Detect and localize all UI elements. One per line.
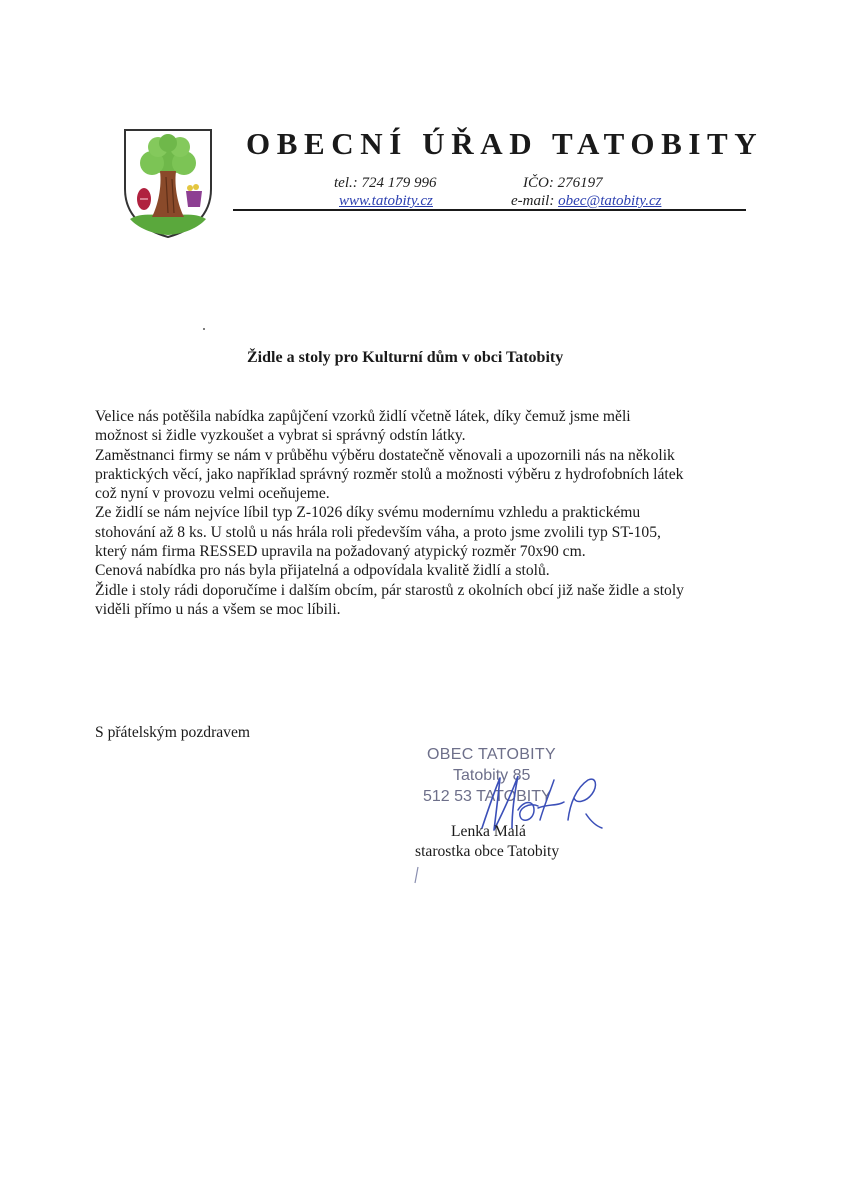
- body-line: praktických věcí, jako například správný rozměr stolů a možnosti výběru z hydrofobních látek: [95, 465, 684, 483]
- closing-greeting: S přátelským pozdravem: [95, 724, 251, 741]
- body-line: stohování až 8 ks. U stolů u nás hrála roli především váha, a proto jsme zvolili typ ST-105,: [95, 523, 661, 541]
- municipal-coat-of-arms: [122, 127, 214, 239]
- phone-number: tel.: 724 179 996: [334, 175, 437, 191]
- body-line: Židle i stoly rádi doporučíme i dalším obcím, pár starostů z okolních obcí již naše židle a stoly: [95, 581, 684, 599]
- signer-role: starostka obce Tatobity: [415, 843, 560, 860]
- body-line: Zaměstnanci firmy se nám v průběhu výběru dostatečně věnovali a upozornili nás na několik: [95, 446, 675, 464]
- body-line: což nyní v provozu velmi oceňujeme.: [95, 485, 330, 503]
- email-link[interactable]: obec@tatobity.cz: [558, 193, 662, 209]
- letter-body: [95, 407, 775, 619]
- website-link[interactable]: www.tatobity.cz: [339, 193, 433, 209]
- body-line: který nám firma RESSED upravila na požadovaný atypický rozměr 70x90 cm.: [95, 543, 586, 561]
- company-id: IČO: 276197: [523, 175, 603, 191]
- body-line: Ze židlí se nám nejvíce líbil typ Z-1026 díky svému modernímu vzhledu a praktickému: [95, 504, 641, 522]
- stamp-line-2: Tatobity 85: [453, 767, 531, 784]
- ink-mark: [413, 866, 421, 884]
- body-line: Velice nás potěšila nabídka zapůjčení vzorků židlí včetně látek, díky čemuž jsme měli: [95, 408, 631, 425]
- stamp-line-3: 512 53 TATOBITY: [423, 788, 552, 805]
- scan-speck: [203, 328, 205, 330]
- stamp-line-1: OBEC TATOBITY: [427, 746, 556, 763]
- body-line: Cenová nabídka pro nás byla přijatelná a odpovídala kvalitě židlí a stolů.: [95, 562, 550, 580]
- body-line: viděli přímo u nás a všem se moc líbili.: [95, 600, 341, 618]
- letter-subject: Židle a stoly pro Kulturní dům v obci Tatobity: [247, 349, 564, 366]
- header-divider: [233, 209, 746, 211]
- email-label: e-mail:: [511, 193, 559, 209]
- body-line: možnost si židle vyzkoušet a vybrat si správný odstín látky.: [95, 427, 466, 445]
- signer-name: Lenka Malá: [451, 823, 526, 840]
- office-title: OBECNÍ ÚŘAD TATOBITY: [246, 126, 764, 161]
